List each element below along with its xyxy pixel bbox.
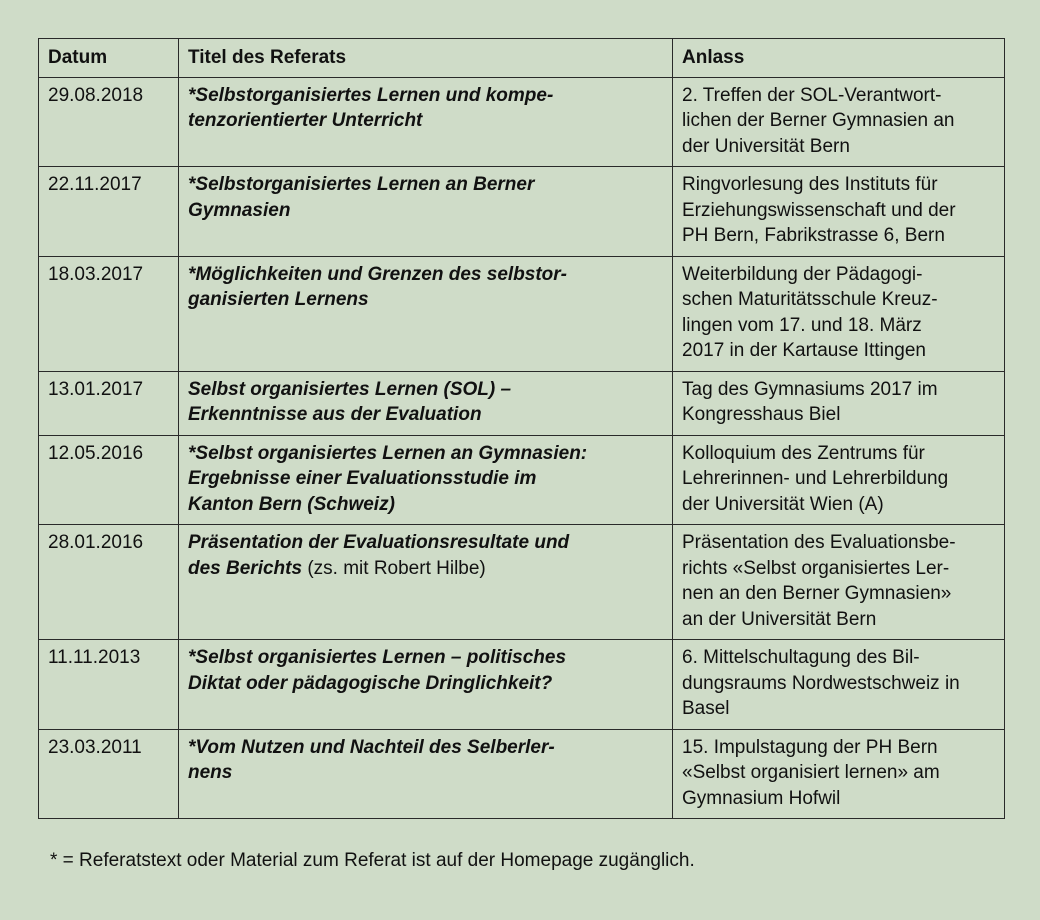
cell-date: 18.03.2017	[39, 256, 179, 371]
cell-occasion: 6. Mittelschultagung des Bil- dungsraums Nordwestschweiz in Basel	[673, 640, 1005, 730]
cell-date: 28.01.2016	[39, 525, 179, 640]
lecture-title: *Selbstorganisiertes Lernen an Berner Gymnasien	[188, 174, 535, 221]
cell-date: 23.03.2011	[39, 729, 179, 819]
header-occasion: Anlass	[673, 39, 1005, 78]
cell-date: 22.11.2017	[39, 167, 179, 257]
table-row	[39, 729, 1005, 819]
cell-date: 11.11.2013	[39, 640, 179, 730]
table-row	[39, 525, 1005, 640]
header-title: Titel des Referats	[179, 39, 673, 78]
cell-title	[179, 371, 673, 435]
table-row	[39, 371, 1005, 435]
table-row	[39, 77, 1005, 167]
footnote: * = Referatstext oder Material zum Referat ist auf der Homepage zugänglich.	[50, 850, 695, 871]
cell-title	[179, 77, 673, 167]
cell-occasion: 15. Impulstagung der PH Bern «Selbst organisiert lernen» am Gymnasium Hofwil	[673, 729, 1005, 819]
cell-occasion: Tag des Gymnasiums 2017 im Kongresshaus Biel	[673, 371, 1005, 435]
lectures-table	[38, 38, 1005, 819]
lecture-title: Präsentation der Evaluationsresultate und des Berichts	[188, 532, 570, 579]
cell-occasion: Weiterbildung der Pädagogi- schen Maturitätsschule Kreuz- lingen vom 17. und 18. März 2017 in der Kartause Ittingen	[673, 256, 1005, 371]
table-row	[39, 256, 1005, 371]
lecture-title: *Vom Nutzen und Nachteil des Selberler- nens	[188, 736, 555, 783]
cell-title	[179, 640, 673, 730]
lecture-title: *Selbst organisiertes Lernen – politisches Diktat oder pädagogische Dringlichkeit?	[188, 647, 567, 694]
cell-occasion: Ringvorlesung des Instituts für Erziehungswissenschaft und der PH Bern, Fabrikstrasse 6, Bern	[673, 167, 1005, 257]
cell-title	[179, 256, 673, 371]
table-row	[39, 640, 1005, 730]
cell-title	[179, 435, 673, 525]
cell-title	[179, 729, 673, 819]
lecture-title: *Möglichkeiten und Grenzen des selbstor- ganisierten Lernens	[188, 263, 568, 310]
header-date: Datum	[39, 39, 179, 78]
lecture-title: *Selbst organisiertes Lernen an Gymnasien: Ergebnisse einer Evaluationsstudie im Kanton Bern (Schweiz)	[188, 442, 588, 515]
table-row	[39, 435, 1005, 525]
table-body	[39, 77, 1005, 819]
table-row	[39, 167, 1005, 257]
cell-occasion: Kolloquium des Zentrums für Lehrerinnen- und Lehrerbildung der Universität Wien (A)	[673, 435, 1005, 525]
cell-date: 29.08.2018	[39, 77, 179, 167]
cell-title	[179, 525, 673, 640]
cell-date: 12.05.2016	[39, 435, 179, 525]
lecture-note: (zs. mit Robert Hilbe)	[302, 557, 486, 579]
cell-occasion: 2. Treffen der SOL-Verantwort- lichen der Berner Gymnasien an der Universität Bern	[673, 77, 1005, 167]
cell-occasion: Präsentation des Evaluationsbe- richts «Selbst organisiertes Ler- nen an den Berner Gymnasien» an der Universität Bern	[673, 525, 1005, 640]
lecture-title: *Selbstorganisiertes Lernen und kompe- tenzorientierter Unterricht	[188, 84, 554, 131]
lectures-table-container	[38, 38, 1004, 819]
cell-date: 13.01.2017	[39, 371, 179, 435]
lecture-title: Selbst organisiertes Lernen (SOL) – Erkenntnisse aus der Evaluation	[188, 378, 512, 425]
cell-title	[179, 167, 673, 257]
table-header-row	[39, 39, 1005, 78]
